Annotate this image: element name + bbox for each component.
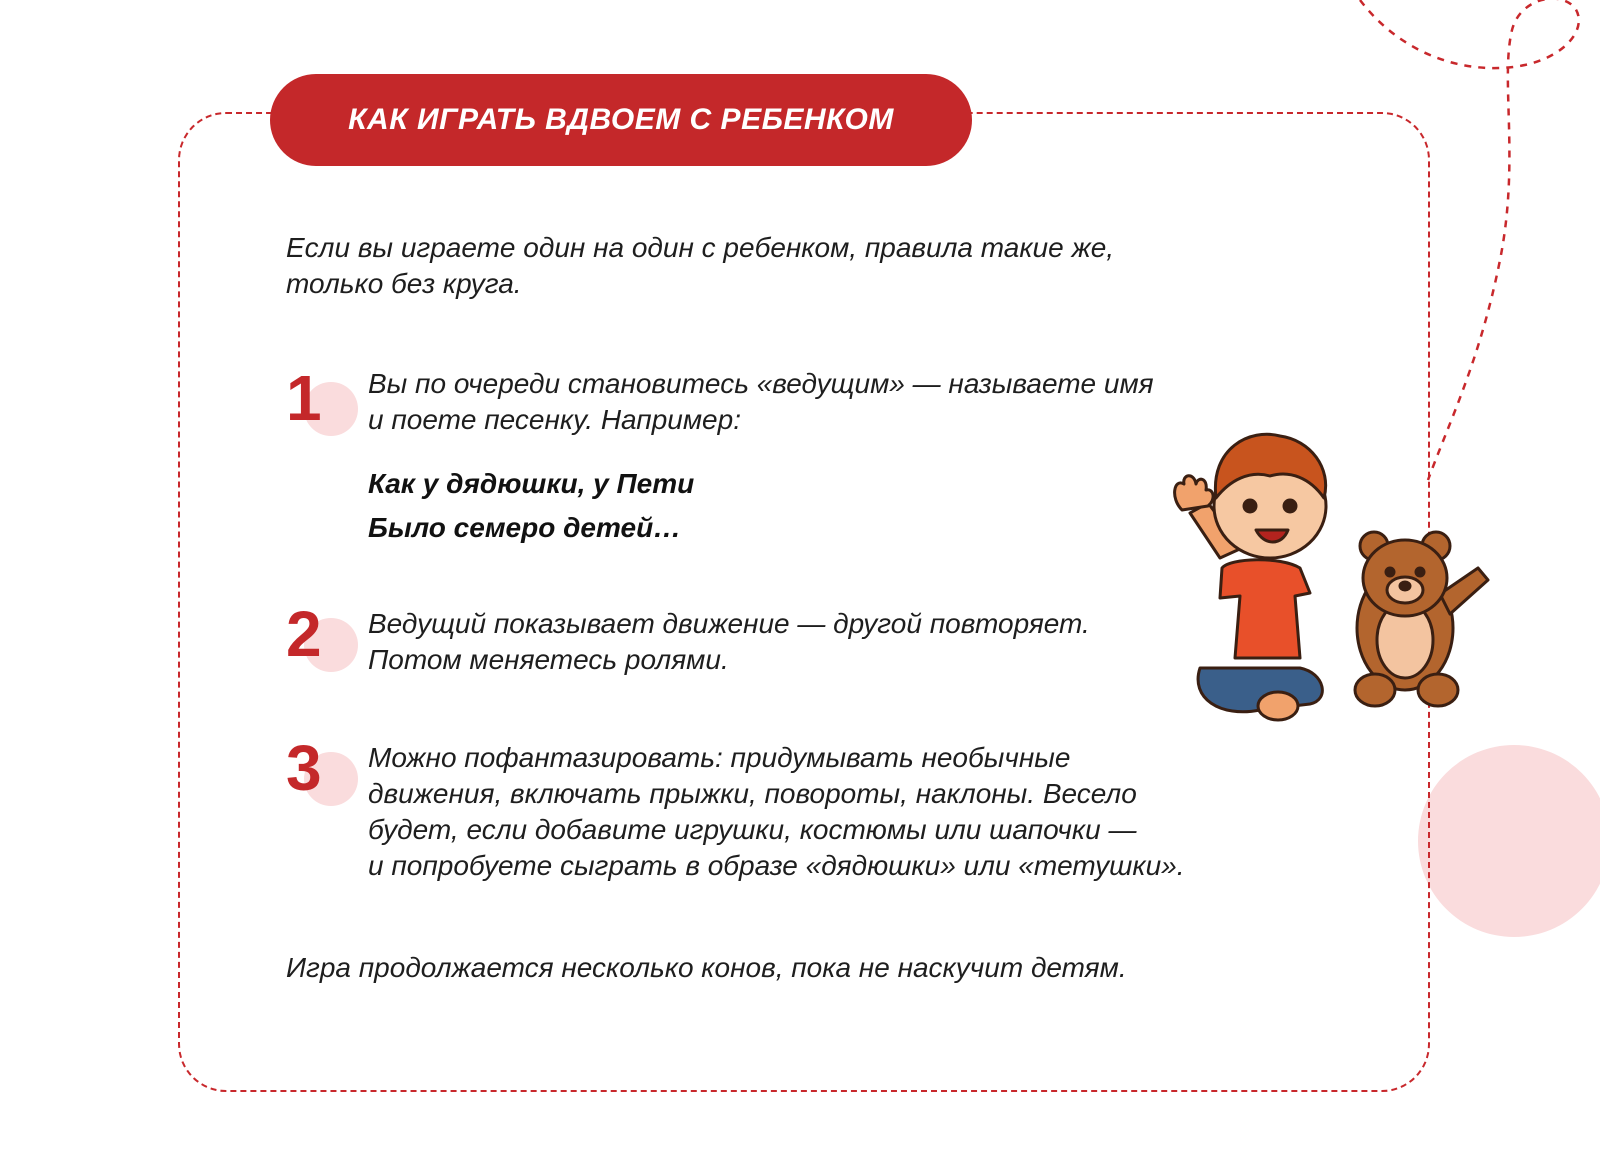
step-line: движения, включать прыжки, повороты, наклоны. Весело	[368, 778, 1137, 809]
title-banner	[270, 74, 972, 166]
step-line: Потом меняетесь ролями.	[368, 644, 729, 675]
boy-with-teddy-bear-illustration	[1160, 418, 1520, 748]
step-2-text	[368, 606, 1090, 678]
step-1-text	[368, 366, 1154, 438]
intro-line: Если вы играете один на один с ребенком, правила такие же,	[286, 232, 1115, 263]
step-line: будет, если добавите игрушки, костюмы или шапочки —	[368, 814, 1137, 845]
intro-text	[286, 230, 1114, 302]
step-number: 3	[286, 732, 322, 804]
step-number: 1	[286, 362, 322, 434]
step-line: Вы по очереди становитесь «ведущим» — называете имя	[368, 368, 1154, 399]
step-line: Ведущий показывает движение — другой повторяет.	[368, 608, 1090, 639]
step-line: Можно пофантазировать: придумывать необычные	[368, 742, 1071, 773]
step-number: 2	[286, 598, 322, 670]
page-title: КАК ИГРАТЬ ВДВОЕМ С РЕБЕНКОМ	[348, 103, 894, 136]
step-2-marker	[286, 598, 356, 674]
song-lyrics	[368, 462, 694, 550]
step-3-marker	[286, 732, 356, 808]
boy-figure	[1175, 434, 1326, 720]
decorative-pink-circle	[1418, 745, 1600, 937]
step-line: и попробуете сыграть в образе «дядюшки» или «тетушки».	[368, 850, 1185, 881]
step-1-marker	[286, 362, 356, 438]
intro-line: только без круга.	[286, 268, 522, 299]
step-line: и поете песенку. Например:	[368, 404, 741, 435]
lyrics-line: Было семеро детей…	[368, 512, 682, 543]
outro-text: Игра продолжается несколько конов, пока не наскучит детям.	[286, 952, 1127, 983]
step-3-text	[368, 740, 1185, 884]
lyrics-line: Как у дядюшки, у Пети	[368, 468, 695, 499]
teddy-bear-figure	[1355, 532, 1488, 706]
